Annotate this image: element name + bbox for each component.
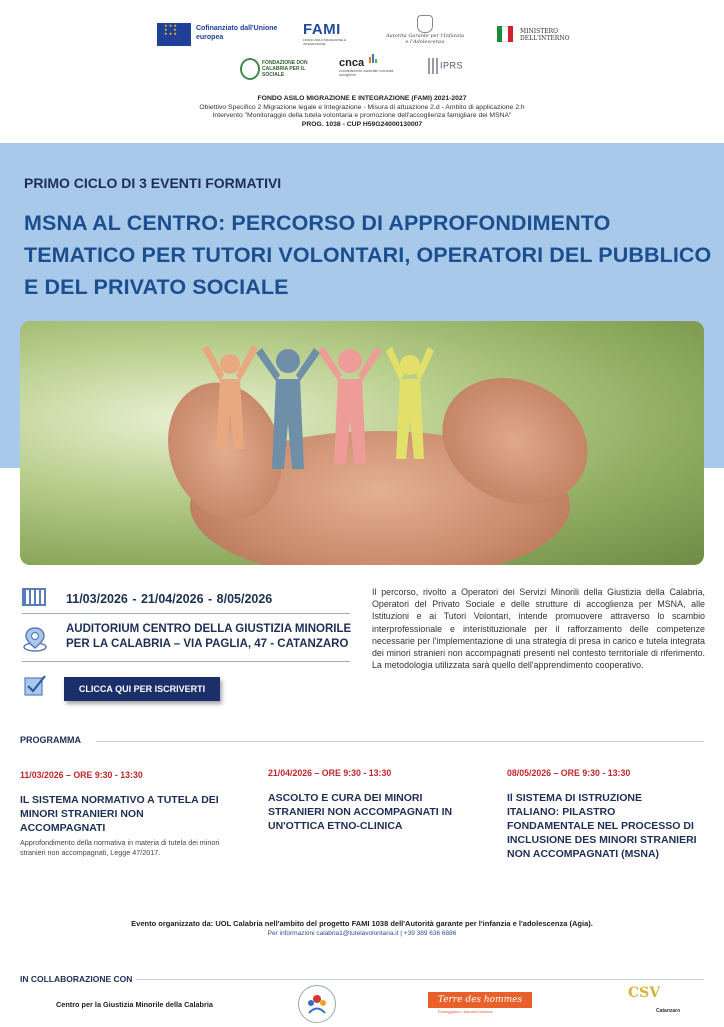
cnca-subtitle: coordinamento nazionale comunità accoglienti (339, 69, 394, 77)
event-title: MSNA AL CENTRO: PERCORSO DI APPROFONDIMENTO TEMATICO PER TUTORI VOLONTARI, OPERATORI DEL PUBBLICO E DEL PRIVATO SOCIALE (24, 211, 712, 299)
fami-subtitle: FONDO ASILO MIGRAZIONE E INTEGRAZIONE (303, 38, 347, 46)
divider (22, 613, 350, 614)
italian-flag-icon (497, 26, 513, 42)
cgm-partner-name: Centro per la Giustizia Minorile della Calabria (56, 1000, 213, 1009)
event-venue: AUDITORIUM CENTRO DELLA GIUSTIZIA MINORILE PER LA CALABRIA – VIA PAGLIA, 47 - CATANZARO (66, 623, 352, 650)
garante-text: Autorità Garante per l'Infanzia e l'Adolescenza (385, 33, 465, 45)
session-date: 11/03/2026 – ORE 9:30 - 13:30 (20, 770, 143, 780)
project-intervention-line: Intervento "Monitoraggio della tutela volontaria e promozione dell'accoglienza famigliare dei MSNA" (212, 112, 512, 120)
eu-cofinanced-text: Cofinanziato dall'Unione europea (196, 25, 278, 41)
project-fund-line: FONDO ASILO MIGRAZIONE E INTEGRAZIONE (FAMI) 2021-2027 (257, 95, 467, 102)
session-card (507, 768, 697, 861)
session-card (20, 770, 225, 858)
garante-logo (385, 15, 465, 45)
csv-city: Catanzaro (656, 1008, 681, 1014)
session-date: 08/05/2026 – ORE 9:30 - 13:30 (507, 768, 631, 778)
tree-icon (240, 58, 260, 80)
fami-word: FAMI (303, 21, 341, 38)
iprs-logo (428, 58, 463, 74)
event-dates: 11/03/2026 - 21/04/2026 - 8/05/2026 (66, 592, 273, 606)
location-pin-icon (22, 626, 48, 652)
iprs-text: IPRS (440, 60, 464, 71)
event-description: Il percorso, rivolto a Operatori dei Servizi Minorili della Giustizia della Calabria, Operatori del Privato Sociale e delle strutture di accoglienza per MSNA, alle Istituzioni e ai Tutori Volontari, intende promuovere attraverso lo scambio interprofessionale e interistituzionale per il rafforzamento delle competenze necessarie per l'implementazione di una strategia di presa in carico e tutela integrata dei minori stranieri non accompagnati presenti nel contesto territoriale di riferimento. La metodologia utilizzata sarà quello dell'apprendimento cooperativo. (372, 587, 705, 671)
calendar-icon (22, 588, 46, 606)
fami-logo (303, 21, 351, 46)
programma-heading: PROGRAMMA (20, 735, 81, 745)
session-card (268, 768, 468, 833)
session-date: 21/04/2026 – ORE 9:30 - 13:30 (268, 768, 392, 778)
cnca-bars-icon (369, 53, 377, 63)
collaboration-heading: IN COLLABORAZIONE CON (20, 974, 133, 984)
terre-des-hommes-tagline: Proteggiamo i bambini insieme (438, 1009, 493, 1014)
divider (136, 979, 704, 980)
signup-button[interactable]: CLICCA QUI PER ISCRIVERTI (64, 677, 220, 701)
people-circle-icon (299, 986, 335, 1022)
event-kicker: PRIMO CICLO DI 3 EVENTI FORMATIVI (24, 175, 282, 191)
terre-des-hommes-logo: Terre des hommes (428, 992, 532, 1008)
project-code-line: PROG. 1038 - CUP H59G24000130007 (301, 120, 423, 128)
ministero-text: MINISTERO DELL'INTERNO (520, 28, 570, 42)
csv-logo: CSV (628, 985, 661, 1001)
contact-info: Per informazioni calabria1@tutelavolontaria.it | +39 389 636 6886 (267, 930, 457, 937)
session-title: Il SISTEMA DI ISTRUZIONE ITALIANO: PILASTRO FONDAMENTALE NEL PROCESSO DI INCLUSIONE DES MINORI STRANIERI NON ACCOMPAGNATI (MSNA) (507, 792, 697, 860)
hero-image-hands-paper-people (20, 321, 704, 565)
eu-flag-logo: ★ ★ ★ ★ ★ ★ ★ ★ (157, 23, 191, 46)
project-info (150, 95, 574, 129)
project-objective-line: Obiettivo Specifico 2 Migrazione legale e Integrazione - Misura di attuazione 2.d - Ambito di applicazione 2.h (199, 103, 525, 111)
session-title: IL SISTEMA NORMATIVO A TUTELA DEI MINORI STRANIERI NON ACCOMPAGNATI (20, 794, 219, 834)
checkbox-check-icon (24, 674, 46, 696)
session-description: Approfondimento della normativa in materia di tutela dei minori stranieri non accompagnati, Legge 47/2017. (20, 838, 220, 857)
italian-emblem-icon (417, 15, 433, 33)
partner-circle-logo (298, 985, 336, 1023)
divider (96, 741, 704, 742)
session-title: ASCOLTO E CURA DEI MINORI STRANIERI NON ACCOMPAGNATI IN UN'OTTICA ETNO-CLINICA (268, 792, 453, 832)
cnca-word: cnca (339, 57, 365, 69)
paper-people-figures (200, 339, 440, 499)
cnca-logo (339, 57, 399, 77)
divider (22, 661, 350, 662)
don-calabria-text: FONDAZIONE DON CALABRIA PER IL SOCIALE (262, 60, 308, 78)
organizer-text: Evento organizzato da: UOL Calabria nell'ambito del progetto FAMI 1038 dell'Autorità garante per l'infanzia e l'adolescenza (Agia). (131, 919, 593, 928)
